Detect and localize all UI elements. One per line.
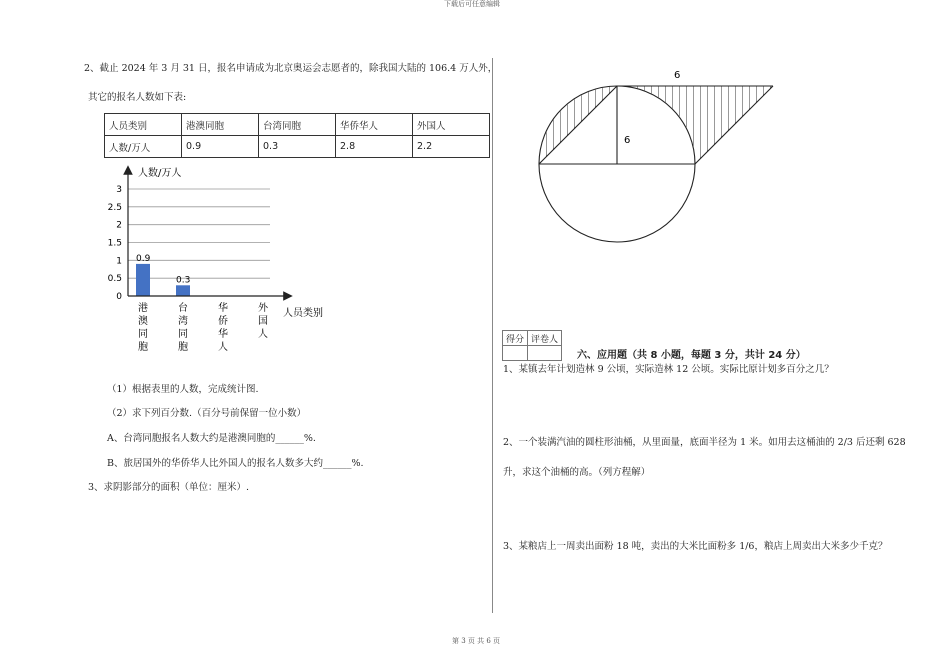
table-header-cell: 华侨华人 (336, 114, 413, 136)
score-label: 得分 (503, 331, 528, 346)
volunteer-table (104, 113, 490, 158)
application-question-3: 3、某粮店上一周卖出面粉 18 吨，卖出的大米比面粉多 1/6，粮店上周卖出大米多少千克？ (503, 541, 888, 552)
table-header-row (105, 114, 490, 136)
score-cell (503, 346, 528, 361)
y-axis-title: 人数/万人 (138, 168, 182, 179)
table-row (105, 136, 490, 158)
table-cell: 0.9 (182, 136, 259, 158)
height-length-label: 6 (624, 135, 631, 146)
page-header-note: 下载后可任意编辑 (444, 0, 500, 8)
table-header-cell: 台湾同胞 (259, 114, 336, 136)
score-box (502, 330, 562, 361)
x-axis-title: 人员类别 (283, 308, 323, 319)
y-tick-label: 0.5 (107, 274, 122, 285)
bar-data-label: 0.3 (176, 275, 191, 286)
application-question-1: 1、某镇去年计划造林 9 公顷，实际造林 12 公顷。实际比原计划多百分之几？ (503, 364, 834, 375)
table-header-cell: 外国人 (413, 114, 490, 136)
table-header-cell: 港澳同胞 (182, 114, 259, 136)
bar (136, 264, 150, 296)
x-category-label: 外国人 (258, 303, 268, 340)
y-tick-label: 3 (116, 185, 122, 195)
shaded-area-figure (530, 62, 790, 252)
bar-data-label: 0.9 (136, 253, 151, 264)
grader-label: 评卷人 (528, 331, 562, 346)
table-cell: 2.2 (413, 136, 490, 158)
column-divider (492, 58, 493, 613)
table-cell: 0.3 (259, 136, 336, 158)
y-tick-label: 1 (116, 256, 122, 267)
question-2-text-line2: 其它的报名人数如下表: (88, 92, 187, 103)
grader-cell (528, 346, 562, 361)
sub-question-2: （2）求下列百分数.（百分号前保留一位小数） (107, 408, 307, 419)
table-cell: 2.8 (336, 136, 413, 158)
section-title: 六、应用题（共 8 小题，每题 3 分，共计 24 分） (577, 350, 806, 361)
application-question-2-line2: 升，求这个油桶的高。（列方程解） (503, 467, 651, 478)
x-category-label: 港澳同胞 (138, 303, 148, 353)
question-2-text-line1: 2、截止 2024 年 3 月 31 日，报名申请成为北京奥运会志愿者的，除我国大陆的 106.4 万人外， (84, 63, 498, 74)
page-footer-number: 第 3 页 共 6 页 (452, 637, 501, 645)
y-tick-label: 0 (116, 292, 122, 302)
sub-question-1: （1）根据表里的人数，完成统计图. (107, 384, 259, 395)
question-3-text: 3、求阴影部分的面积（单位：厘米）. (88, 482, 250, 493)
sub-question-a: A、台湾同胞报名人数大约是港澳同胞的______%. (107, 433, 316, 444)
y-tick-label: 1.5 (107, 238, 122, 249)
right-shaded-region (617, 86, 773, 164)
bar-chart (100, 160, 340, 360)
table-header-cell: 人员类别 (105, 114, 182, 136)
y-tick-label: 2 (116, 220, 122, 231)
sub-question-b: B、旅居国外的华侨华人比外国人的报名人数多大约______%. (107, 458, 364, 469)
top-length-label: 6 (674, 70, 681, 81)
x-category-label: 华侨华人 (218, 303, 228, 353)
y-tick-label: 2.5 (107, 202, 122, 213)
x-category-label: 台湾同胞 (178, 303, 188, 353)
application-question-2-line1: 2、一个装满汽油的圆柱形油桶，从里面量，底面半径为 1 米。如用去这桶油的 2/3 后还剩 628 (503, 437, 906, 448)
table-row-label: 人数/万人 (105, 136, 182, 158)
bar (176, 285, 190, 296)
